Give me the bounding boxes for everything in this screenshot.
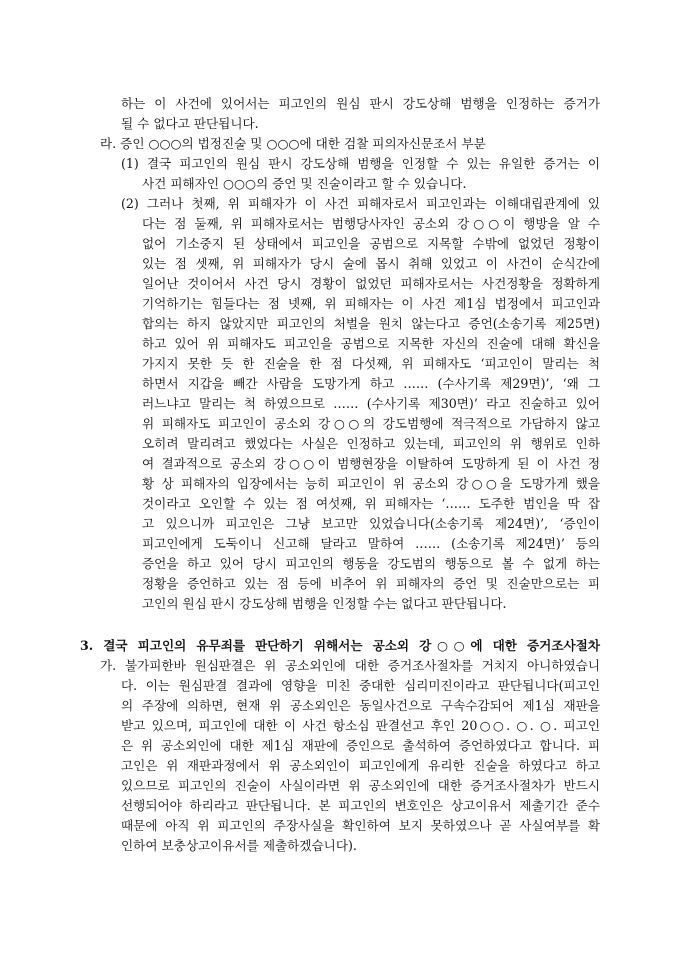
- item-2-line: 하면서 지갑을 빼간 사람을 도망가게 하고 …… (수사기록 제29면)’, ‘왜 그: [142, 376, 600, 391]
- item-2-line: 위 피해자도 피고인이 공소외 강○○의 강도범행에 적극적으로 가담하지 않고: [142, 416, 600, 431]
- ga-line: 가. 불가피한바 원심판결은 위 공소외인에 대한 증거조사절차를 거치지 아니하였습니: [100, 658, 600, 673]
- item-2-line: 고 있으니까 피고인은 그냥 보고만 있었습니다(소송기록 제24면)’, ‘증인이: [142, 516, 600, 531]
- section-heading-3: 3. 결국 피고인의 유무죄를 판단하기 위해서는 공소외 강○○에 대한 증거조사절차: [80, 638, 600, 653]
- item-2-line: 고인의 원심 판시 강도상해 범행을 인정할 수는 없다고 판단됩니다.: [142, 596, 507, 611]
- ga-line: 인하여 보충상고이유서를 제출하겠습니다).: [121, 838, 357, 853]
- item-2-line: 오히려 말리려고 했었다는 사실은 인정하고 있는데, 피고인의 위 행위로 인하: [142, 436, 600, 451]
- item-2-line: 황 상 피해자의 입장에서는 능히 피고인이 위 공소외 강○○을 도망가게 했을: [142, 476, 600, 491]
- item-2-line: 증언을 하고 있어 당시 피고인의 행동을 강도범의 행동으로 볼 수 없게 하는: [142, 556, 600, 571]
- item-2-line: 것이라고 오인할 수 있는 점 여섯째, 위 피해자는 ‘…… 도주한 범인을 딱 잡: [142, 496, 600, 511]
- item-2-line: 일어난 것이어서 사건 당시 경황이 없었던 피해자로서는 사건정황을 정확하게: [142, 276, 600, 291]
- paragraph-line: 될 수 없다고 판단됩니다.: [121, 116, 259, 131]
- ga-line: 은 위 공소외인에 대한 제1심 재판에 증인으로 출석하여 증언하였다고 합니다. 피: [121, 738, 600, 753]
- ga-line: 의 주장에 의하면, 현재 위 공소외인은 동일사건으로 구속수감되어 제1심 재판을: [121, 698, 600, 713]
- item-2-line: 없어 기소중지 된 상태에서 피고인을 공범으로 지목할 수밖에 없었던 정황이: [142, 236, 600, 251]
- item-2-line: 피고인에게 도둑이니 신고해 달라고 말하여 …… (소송기록 제24면)’ 등의: [142, 536, 600, 551]
- item-2-line: 여 결과적으로 공소외 강○○이 범행현장을 이탈하여 도망하게 된 이 사건 정: [142, 456, 600, 471]
- item-1-line: (1) 결국 피고인의 원심 판시 강도상해 범행을 인정할 수 있는 유일한 증거는 이: [121, 156, 600, 171]
- item-2-line: 러느냐고 말리는 척 하였으므로 …… (수사기록 제30면)’ 라고 진술하고 있어: [142, 396, 600, 411]
- ga-line: 있으므로 피고인의 진술이 사실이라면 위 공소외인에 대한 증거조사절차가 반드시: [121, 778, 600, 793]
- ga-line: 받고 있으며, 피고인에 대한 이 사건 항소심 판결선고 후인 20○○. ○. ○. 피고인: [121, 718, 600, 733]
- item-1-line: 사건 피해자인 ○○○의 증언 및 진술이라고 할 수 있습니다.: [142, 176, 467, 191]
- ga-line: 고인은 위 재판과정에서 위 공소외인이 피고인에게 유리한 진술을 하였다고 하고: [121, 758, 600, 773]
- item-2-line: 가지지 못한 듯 한 진술을 한 점 다섯째, 위 피해자도 ‘피고인이 말리는 척: [142, 356, 600, 371]
- item-2-line: 하고 있어 위 피해자도 피고인을 공범으로 지목한 자신의 진술에 대해 확신을: [142, 336, 600, 351]
- section-heading-ra: 라. 증인 ○○○의 법정진술 및 ○○○에 대한 검찰 피의자신문조서 부분: [100, 136, 486, 151]
- item-2-line: 합의는 하지 않았지만 피고인의 처벌을 원치 않는다고 증언(소송기록 제25면): [142, 316, 600, 331]
- item-2-line: 기억하기는 힘들다는 점 넷째, 위 피해자는 이 사건 제1심 법정에서 피고인과: [142, 296, 600, 311]
- item-2-line: (2) 그러나 첫째, 위 피해자가 이 사건 피해자로서 피고인과는 이해대립관계에 있: [121, 196, 600, 211]
- item-2-line: 다는 점 둘째, 위 피해자로서는 범행당사자인 공소외 강○○이 행방을 알 수: [142, 216, 600, 231]
- item-2-line: 있는 점 셋째, 위 피해자가 당시 술에 몹시 취해 있었고 이 사건이 순식간에: [142, 256, 600, 271]
- ga-line: 다. 이는 원심판결 결과에 영향을 미친 중대한 심리미진이라고 판단됩니다(피고인: [121, 678, 600, 693]
- item-2-line: 정황을 증언하고 있는 점 등에 비추어 위 피해자의 증언 및 진술만으로는 피: [142, 576, 600, 591]
- paragraph-line: 하는 이 사건에 있어서는 피고인의 원심 판시 강도상해 범행을 인정하는 증거가: [121, 96, 600, 111]
- ga-line: 때문에 아직 위 피고인의 주장사실을 확인하여 보지 못하였으나 곧 사실여부를 확: [121, 818, 600, 833]
- ga-line: 선행되어야 하리라고 판단됩니다. 본 피고인의 변호인은 상고이유서 제출기간 준수: [121, 798, 600, 813]
